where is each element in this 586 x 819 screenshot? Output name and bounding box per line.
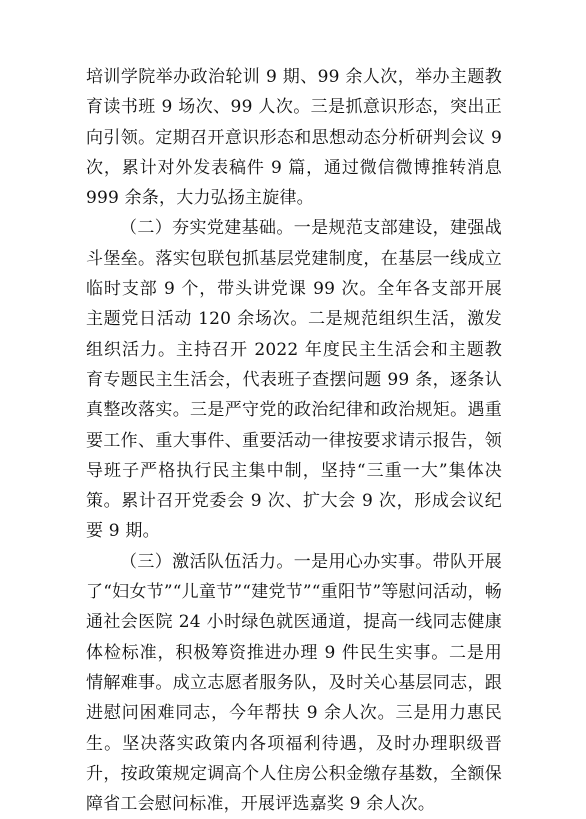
document-body: [86, 62, 502, 819]
paragraph-1: 培训学院举办政治轮训 9 期、99 余人次，举办主题教育读书班 9 场次、99 人次。三是抓意识形态，突出正向引领。定期召开意识形态和思想动态分析研判会议 9 次，累计对外发表稿件 9 篇，通过微信微博推转消息 999 余条，大力弘扬主旋律。: [86, 67, 502, 209]
paragraph-2-party-building: （二）夯实党建基础。一是规范支部建设，建强战斗堡垒。落实包联包抓基层党建制度，在基层一线成立临时支部 9 个，带头讲党课 99 次。全年各支部开展主题党日活动 120 余场次。二是规范组织生活，激发组织活力。主持召开 2022 年度民主生活会和主题教育专题民主生活会，代表班子查摆问题 99 条，逐条认真整改落实。三是严守党的政治纪律和政治规矩。遇重要工作、重大事件、重要活动一律按要求请示报告，领导班子严格执行民主集中制，坚持“三重一大”集体决策。累计召开党委会 9 次、扩大会 9 次，形成会议纪要 9 期。: [86, 218, 502, 542]
paragraph-3-team-vitality: （三）激活队伍活力。一是用心办实事。带队开展了“妇女节”“儿童节”“建党节”“重阳节”等慰问活动，畅通社会医院 24 小时绿色就医通道，提高一线同志健康体检标准，积极筹资推进办理 9 件民生实事。二是用情解难事。成立志愿者服务队，及时关心基层同志，跟进慰问困难同志，今年帮扶 9 余人次。三是用力惠民生。坚决落实政策内各项福利待遇，及时办理职级晋升，按政策规定调高个人住房公积金缴存基数，全额保障省工会慰问标准，开展评选嘉奖 9 余人次。: [86, 551, 502, 815]
